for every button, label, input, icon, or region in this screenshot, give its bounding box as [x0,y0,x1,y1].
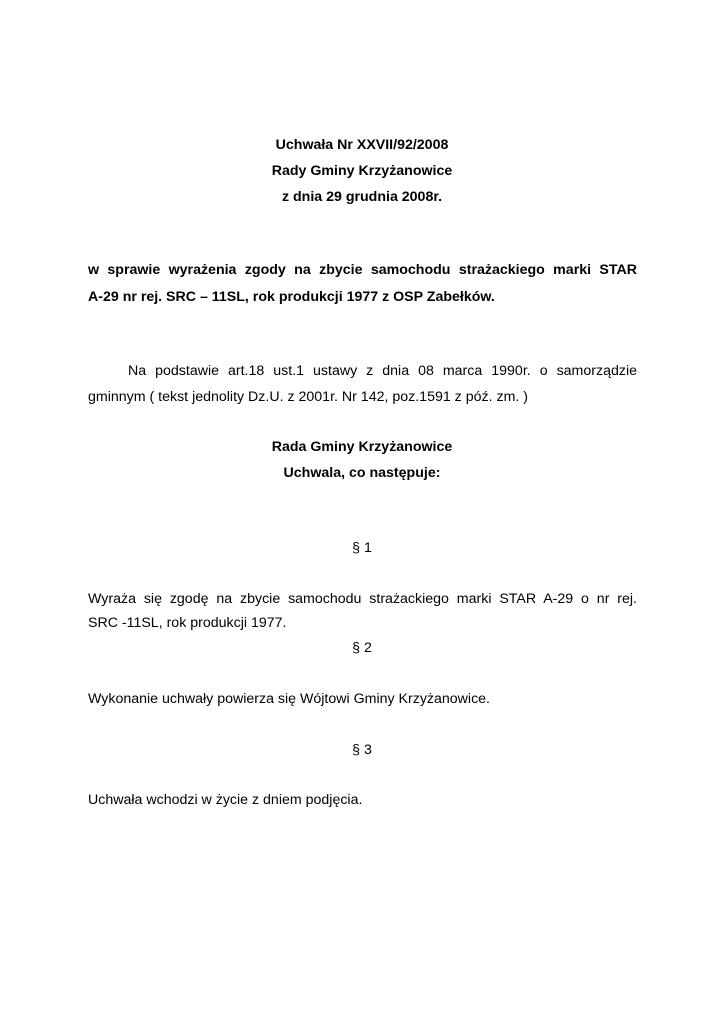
resolution-date: z dnia 29 grudnia 2008r. [281,189,443,205]
council-name: Rady Gminy Krzyżanowice [271,163,453,179]
council-resolves: Uchwala, co następuje: [283,465,441,481]
section-2-text: Wykonanie uchwały powierza się Wójtowi Gminy Krzyżanowice. [88,691,490,707]
council-heading: Rada Gminy Krzyżanowice [271,439,453,455]
legal-basis-line-2: gminnym ( tekst jednolity Dz.U. z 2001r. Nr 142, poz.1591 z póź. zm. ) [88,389,528,405]
subject-line-2: A-29 nr rej. SRC – 11SL, rok produkcji 1977 z OSP Zabełków. [88,289,495,305]
section-3-symbol: § 3 [352,742,372,758]
section-1-symbol: § 1 [352,540,372,556]
section-1-text-line-2: SRC -11SL, rok produkcji 1977. [88,615,287,631]
section-3-text: Uchwała wchodzi w życie z dniem podjęcia. [88,792,363,808]
section-1-text-line-1: Wyraża się zgodę na zbycie samochodu strażackiego marki STAR A-29 o nr rej. [88,591,637,607]
legal-basis-line-1: Na podstawie art.18 ust.1 ustawy z dnia 08 marca 1990r. o samorządzie [128,363,637,379]
subject-line-1: w sprawie wyrażenia zgody na zbycie samochodu strażackiego marki STAR [88,262,637,278]
section-2-symbol: § 2 [352,640,372,656]
resolution-number: Uchwała Nr XXVII/92/2008 [275,137,449,153]
